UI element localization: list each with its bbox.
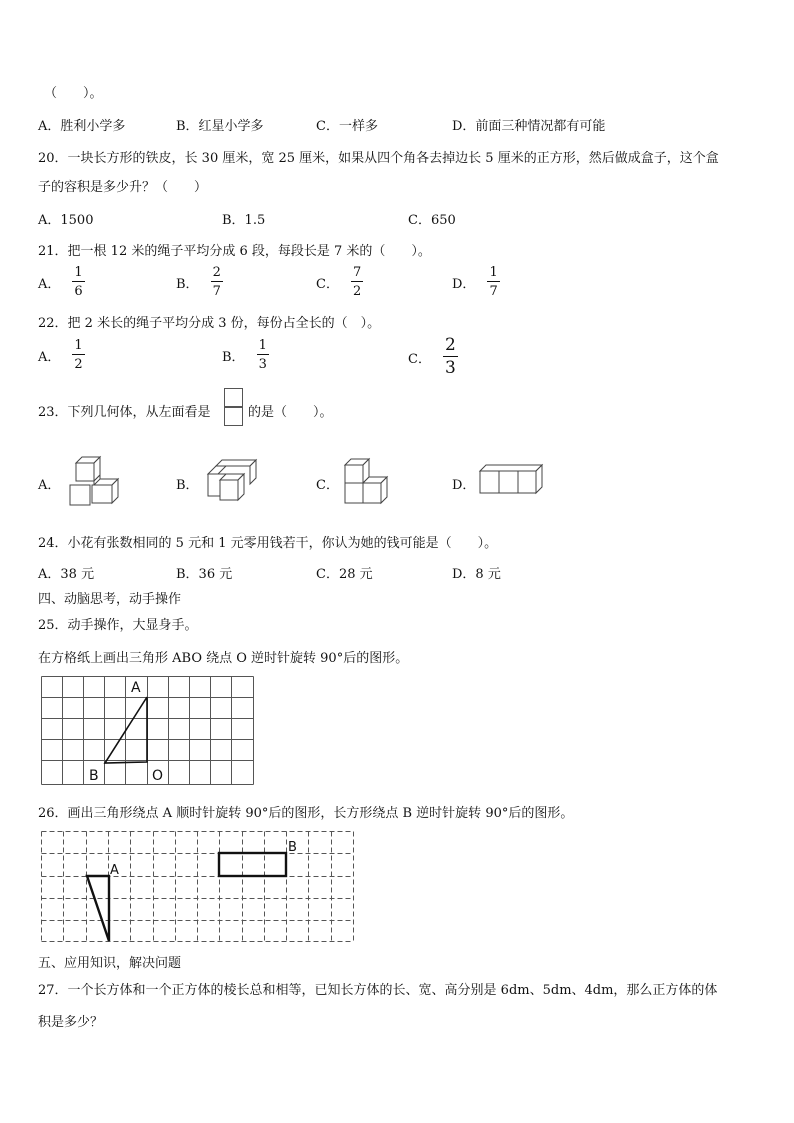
denominator: 3 (444, 358, 456, 378)
q23-option-b-label: B． (176, 478, 199, 493)
q19-option-a: A．胜利小学多 (38, 119, 126, 134)
q24-option-d: D．8 元 (452, 567, 501, 582)
fraction (443, 337, 458, 377)
q25-grid-figure (41, 676, 255, 788)
denominator: 3 (257, 354, 269, 371)
numerator: 1 (74, 265, 83, 280)
numerator: 7 (352, 265, 362, 280)
option-label: C． (316, 276, 339, 292)
option-label: A． (38, 349, 61, 365)
fraction (72, 339, 84, 371)
q26-stem: 26．画出三角形绕点 A 顺时针旋转 90°后的图形，长方形绕点 B 逆时针旋转 90°后的图形。 (38, 806, 574, 821)
q25-stem: 25．动手操作，大显身手。 (38, 618, 198, 633)
denominator: 2 (351, 281, 363, 298)
numerator: 1 (489, 265, 498, 280)
rectangle-shape (219, 853, 286, 876)
numerator: 2 (444, 335, 456, 355)
cube-figure-b (204, 460, 264, 506)
q24-option-c: C．28 元 (316, 567, 373, 582)
fraction (72, 266, 84, 298)
q24-option-a: A．38 元 (38, 567, 95, 582)
q27-stem-line2: 积是多少？ (38, 1015, 104, 1030)
cube-figure-d (480, 465, 546, 495)
q20-option-b: B．1.5 (222, 213, 266, 228)
option-label: B． (176, 276, 199, 292)
point-label-o: O (152, 768, 164, 784)
section-heading-5: 五、应用知识，解决问题 (38, 956, 182, 971)
numerator: 1 (74, 338, 83, 353)
q21-option-a (38, 266, 85, 298)
option-label: D． (452, 276, 476, 292)
q19-stem-tail: （ ）。 (44, 86, 103, 101)
q19-option-d: D．前面三种情况都有可能 (452, 119, 606, 134)
q26-dashed-grid-figure (41, 831, 357, 945)
q19-option-b: B．红星小学多 (176, 119, 264, 134)
q20-option-c: C．650 (408, 213, 456, 228)
q23-option-a-label: A． (38, 478, 61, 493)
q19-option-c: C．一样多 (316, 119, 378, 134)
fraction (487, 266, 499, 298)
denominator: 6 (72, 281, 84, 298)
denominator: 7 (487, 281, 499, 298)
q20-stem-line1: 20．一块长方形的铁皮，长 30 厘米，宽 25 厘米，如果从四个角各去掉边长 5 厘米的正方形，然后做成盒子，这个盒 (38, 151, 719, 166)
q23-stem-before: 23．下列几何体，从左面看是 (38, 405, 211, 420)
q22-stem: 22．把 2 米长的绳子平均分成 3 份，每份占全长的（ ）。 (38, 316, 381, 331)
q24-stem: 24．小花有张数相同的 5 元和 1 元零用钱若干，你认为她的钱可能是（ ）。 (38, 536, 498, 551)
cube-figure-c (343, 457, 393, 507)
q21-option-b (176, 266, 223, 298)
q24-option-b: B．36 元 (176, 567, 233, 582)
q23-option-c-label: C． (316, 478, 339, 493)
fraction (211, 266, 223, 298)
option-label: A． (38, 276, 61, 292)
q20-stem-line2: 子的容积是多少升？（ ） (38, 180, 208, 195)
fraction (351, 266, 363, 298)
fraction (257, 339, 269, 371)
denominator: 2 (72, 354, 84, 371)
point-label-b: B (89, 768, 99, 784)
denominator: 7 (211, 281, 223, 298)
q21-option-d (452, 266, 500, 298)
point-label-a: A (131, 680, 141, 696)
point-label-a: A (110, 863, 119, 878)
section-heading-4: 四、动脑思考，动手操作 (38, 592, 182, 607)
q27-stem-line1: 27．一个长方体和一个正方体的棱长总和相等，已知长方体的长、宽、高分别是 6dm、5dm、4dm，那么正方体的体 (38, 983, 718, 998)
numerator: 2 (212, 265, 221, 280)
point-label-b: B (288, 840, 297, 855)
left-view-figure (224, 388, 244, 428)
q21-stem: 21．把一根 12 米的绳子平均分成 6 段，每段长是 7 米的（ ）。 (38, 244, 431, 259)
q25-instruction: 在方格纸上画出三角形 ABO 绕点 O 逆时针旋转 90°后的图形。 (38, 651, 409, 666)
q20-option-a: A．1500 (38, 213, 94, 228)
q22-option-b (222, 339, 269, 371)
triangle-shape (87, 876, 109, 941)
q21-option-c (316, 266, 363, 298)
numerator: 1 (258, 338, 267, 353)
q22-option-a (38, 339, 85, 371)
option-label: C． (408, 351, 431, 367)
q22-option-c (408, 337, 458, 377)
option-label: B． (222, 349, 245, 365)
cube-figure-a (66, 455, 122, 511)
q23-option-d-label: D． (452, 478, 476, 493)
q23-stem-after: 的是（ ）。 (248, 405, 333, 420)
